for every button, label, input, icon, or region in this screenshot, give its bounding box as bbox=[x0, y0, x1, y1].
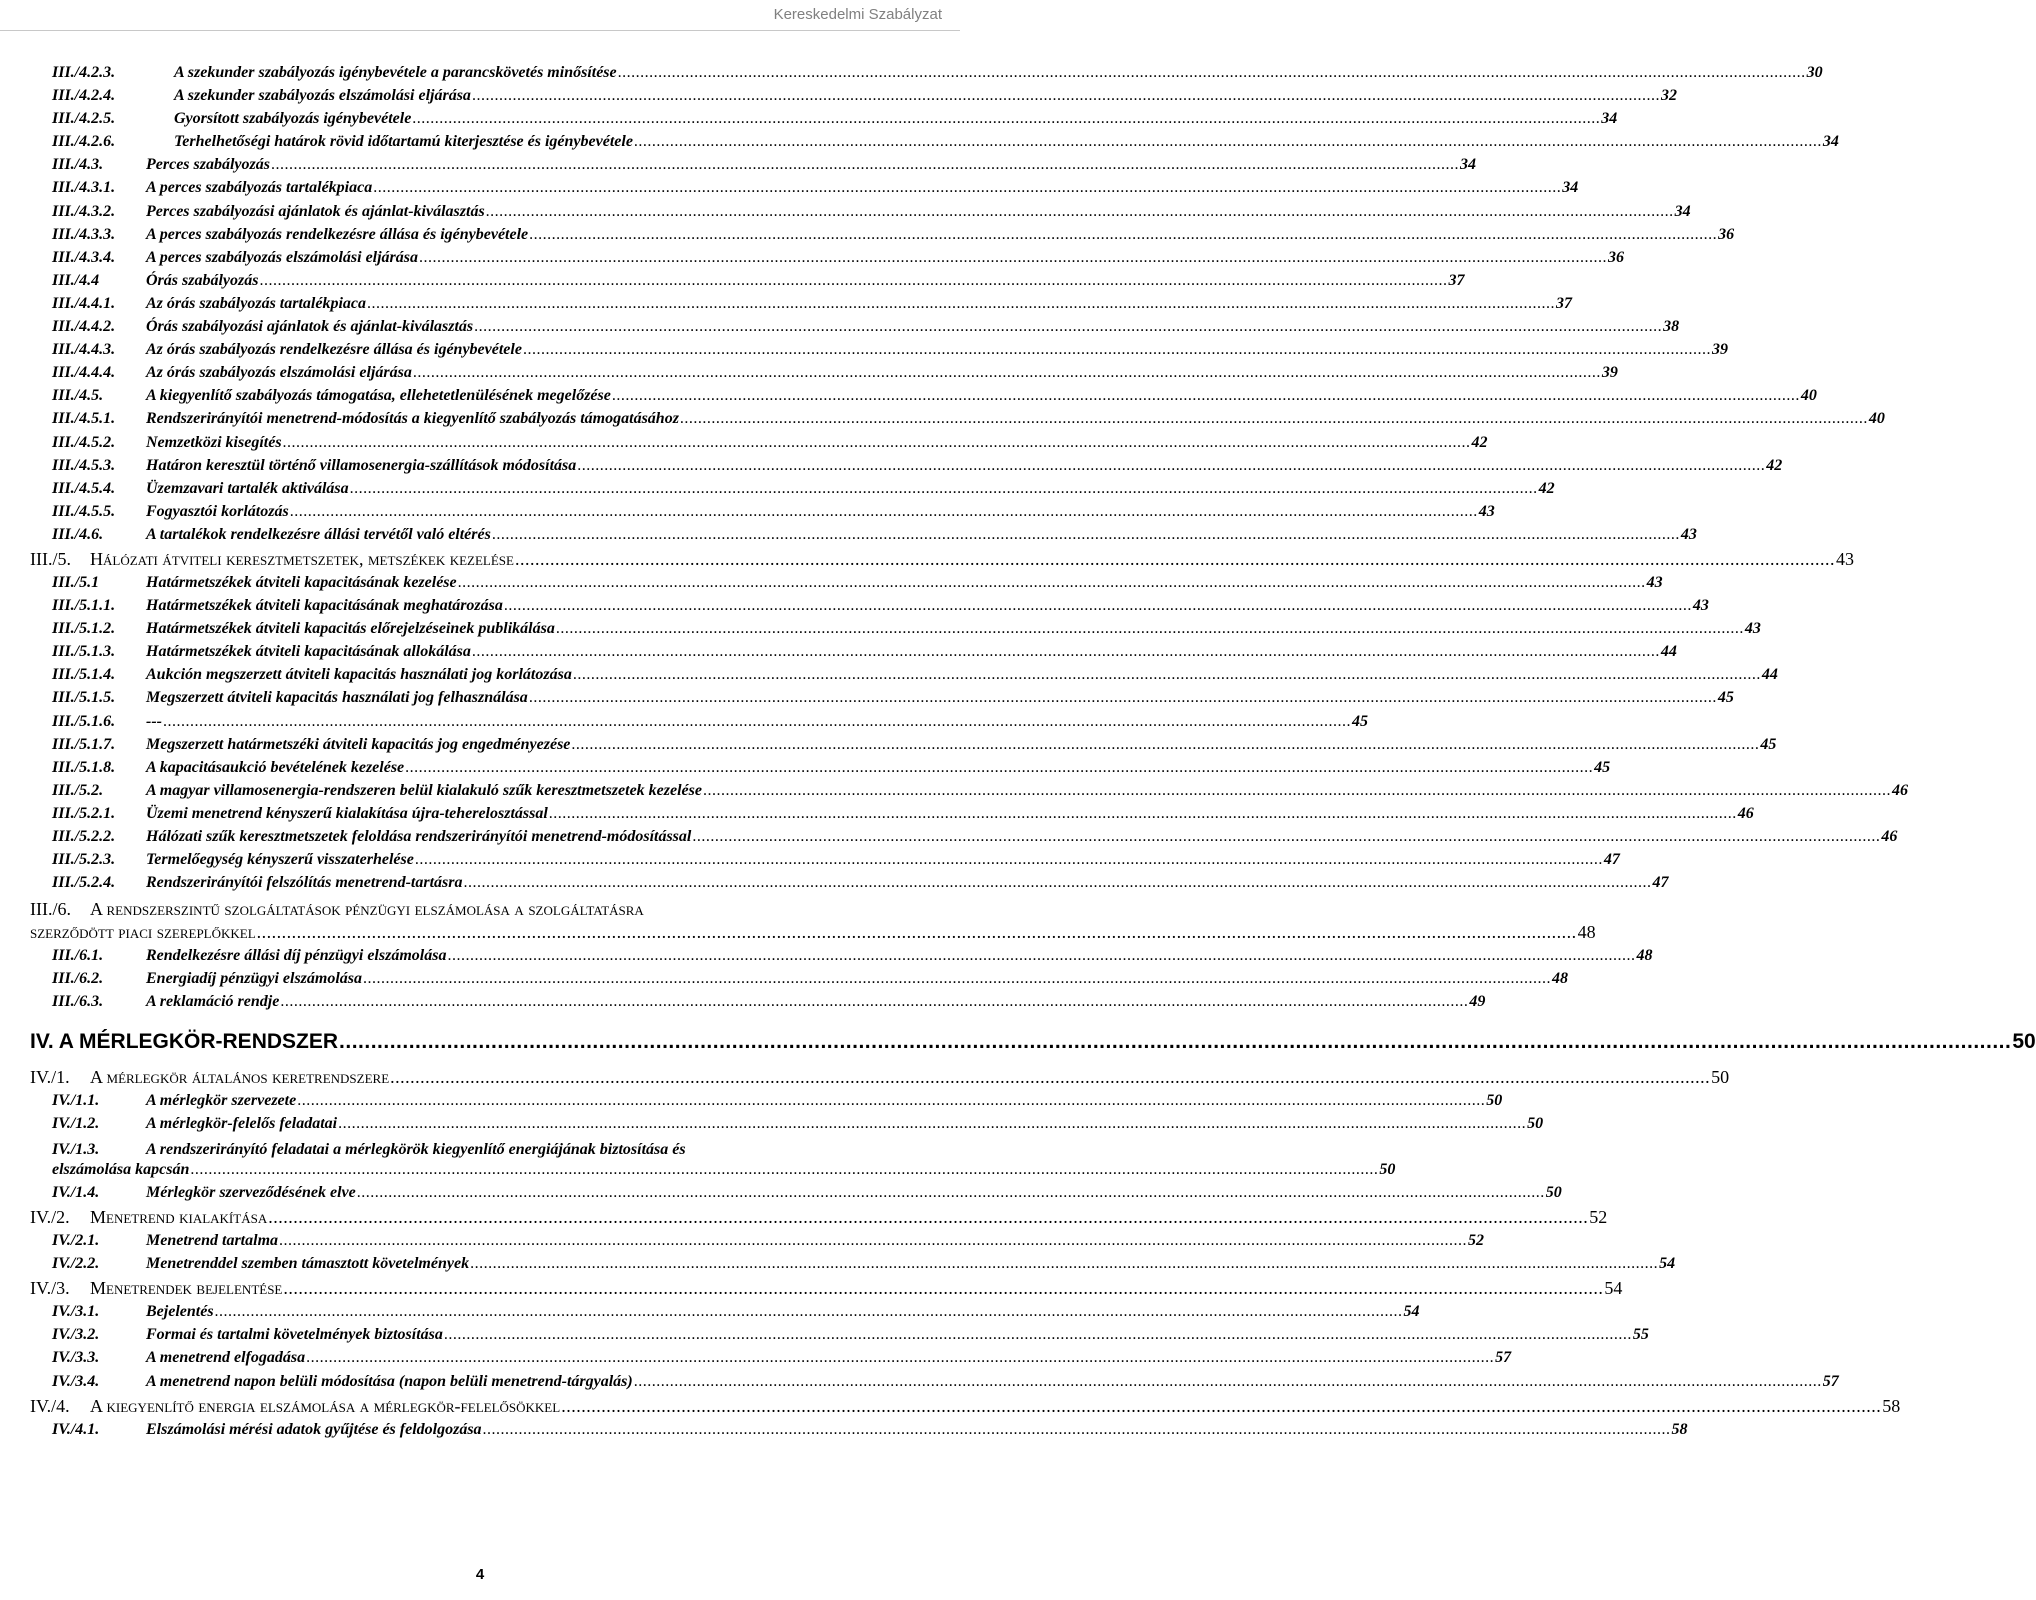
toc-subsection-entry[interactable] bbox=[52, 947, 1653, 970]
dot-leader bbox=[297, 1092, 1485, 1110]
dot-leader bbox=[290, 503, 1478, 521]
toc-subsection-entry[interactable] bbox=[52, 271, 1465, 295]
dot-leader bbox=[271, 156, 1459, 174]
dot-leader bbox=[268, 1207, 1588, 1228]
toc-entry-number: III./4.4.4. bbox=[52, 364, 116, 382]
toc-subsection-entry[interactable] bbox=[52, 433, 1488, 457]
toc-entry-page: 50 bbox=[1486, 1091, 1503, 1109]
dot-leader bbox=[463, 874, 1651, 892]
toc-entry-title: Gyorsított szabályozás igénybevétele bbox=[174, 110, 412, 128]
toc-entry-page: 52 bbox=[1589, 1207, 1608, 1228]
toc-entry-page: 58 bbox=[1671, 1420, 1688, 1438]
toc-entry-title: A reklamáció rendje bbox=[146, 993, 280, 1011]
toc-entry-number: IV./3.3. bbox=[52, 1349, 100, 1367]
toc-subsection-entry[interactable] bbox=[52, 525, 1697, 549]
dot-leader bbox=[415, 851, 1603, 869]
dot-leader bbox=[283, 1278, 1603, 1299]
toc-subsection-entry[interactable] bbox=[52, 202, 1691, 226]
toc-entry-title-continued: elszámolása kapcsán bbox=[52, 1160, 190, 1178]
toc-entry-title: Perces szabályozási ajánlatok és ajánlat-kiválasztás bbox=[146, 202, 485, 220]
dot-leader bbox=[280, 993, 1468, 1011]
toc-entry-number: IV./1. bbox=[30, 1066, 70, 1087]
dot-leader bbox=[163, 713, 1351, 731]
toc-chapter-entry[interactable] bbox=[30, 1023, 2036, 1061]
toc-entry-number: IV./1.2. bbox=[52, 1114, 100, 1132]
toc-subsection-entry[interactable] bbox=[52, 479, 1555, 503]
dot-leader bbox=[472, 643, 1660, 661]
toc-subsection-entry[interactable] bbox=[52, 133, 1839, 156]
dot-leader bbox=[419, 249, 1607, 267]
toc-subsection-entry[interactable] bbox=[52, 620, 1761, 643]
toc-entry-number: III./4.2.3. bbox=[52, 64, 116, 81]
toc-entry-page: 42 bbox=[1766, 456, 1783, 474]
toc-entry-page: 39 bbox=[1601, 364, 1618, 382]
toc-entry-title: Rendelkezésre állási díj pénzügyi elszámolása bbox=[146, 947, 447, 965]
toc-section-entry[interactable] bbox=[30, 1066, 1730, 1092]
dot-leader bbox=[190, 1161, 1378, 1179]
toc-subsection-entry[interactable] bbox=[52, 179, 1579, 202]
toc-entry-number: III./5.2.2. bbox=[52, 828, 116, 845]
toc-entry-number: III./5.1.4. bbox=[52, 666, 116, 684]
page-header bbox=[0, 0, 960, 31]
toc-subsection-entry[interactable] bbox=[52, 87, 1677, 110]
toc-subsection-entry[interactable] bbox=[52, 1303, 1420, 1326]
toc-entry-number: III./5.1.1. bbox=[52, 597, 116, 615]
dot-leader bbox=[577, 457, 1765, 475]
toc-entry-page: 43 bbox=[1646, 573, 1663, 591]
toc-subsection-entry[interactable] bbox=[52, 64, 1823, 87]
toc-entry-title: A magyar villamosenergia-rendszeren belül kialakuló szűk keresztmetszetek kezelése bbox=[146, 781, 702, 799]
toc-entry-title: IV. A MÉRLEGKÖR-RENDSZER bbox=[30, 1029, 339, 1053]
dot-leader bbox=[680, 410, 1868, 428]
toc-entry-title: Az órás szabályozás rendelkezésre állása és igénybevétele bbox=[146, 341, 522, 359]
toc-entry-title-continued: szerződött piaci szereplőkkel bbox=[30, 922, 256, 943]
toc-entry-page: 49 bbox=[1469, 993, 1486, 1011]
toc-entry-number: III./4.6. bbox=[52, 525, 104, 543]
page-number-text: 4 bbox=[475, 1566, 485, 1583]
toc-subsection-entry[interactable] bbox=[52, 1183, 1562, 1207]
dot-leader bbox=[338, 1115, 1526, 1133]
toc-entry-title: Határmetszékek átviteli kapacitásának kezelése bbox=[146, 573, 457, 591]
toc-subsection-entry[interactable] bbox=[52, 666, 1778, 689]
toc-entry-line[interactable] bbox=[30, 897, 938, 922]
toc-entry-title: Menetrend tartalma bbox=[146, 1232, 279, 1250]
toc-entry-page: 47 bbox=[1603, 851, 1620, 869]
toc-subsection-entry[interactable] bbox=[52, 456, 1783, 480]
toc-entry-page: 43 bbox=[1478, 502, 1495, 520]
toc-entry-title: Üzemi menetrend kényszerű kialakítása újra-teherelosztással bbox=[146, 804, 548, 822]
toc-entry-title: Órás szabályozás bbox=[146, 271, 259, 289]
dot-leader bbox=[504, 597, 1692, 615]
toc-entry-page: 34 bbox=[1601, 110, 1618, 128]
toc-entry-title: Az órás szabályozás elszámolási eljárása bbox=[146, 364, 412, 382]
toc-entry-page: 38 bbox=[1663, 318, 1680, 336]
dot-leader bbox=[279, 1232, 1467, 1250]
dot-leader bbox=[571, 736, 1759, 754]
toc-entry-page: 36 bbox=[1608, 248, 1625, 266]
toc-entry-page: 46 bbox=[1891, 781, 1908, 799]
toc-subsection-entry[interactable] bbox=[52, 712, 1368, 736]
toc-subsection-entry[interactable] bbox=[52, 410, 1885, 433]
toc-entry-number: IV./3.1. bbox=[52, 1303, 100, 1321]
toc-entry-page: 50 bbox=[1527, 1114, 1544, 1132]
toc-entry-title: A perces szabályozás elszámolási eljárása bbox=[146, 248, 419, 266]
toc-entry-number: IV./3.2. bbox=[52, 1326, 100, 1344]
toc-entry-page: 34 bbox=[1459, 156, 1476, 174]
toc-entry-page: 42 bbox=[1538, 479, 1555, 497]
toc-entry-page: 34 bbox=[1674, 202, 1691, 220]
toc-section-entry[interactable] bbox=[30, 548, 1854, 574]
toc-subsection-entry[interactable] bbox=[52, 874, 1669, 897]
toc-entry-title: Hálózati szűk keresztmetszetek feloldása rendszerirányítói menetrend-módosítással bbox=[146, 828, 692, 845]
dot-leader bbox=[483, 1421, 1671, 1439]
toc-entry-number: IV./2.1. bbox=[52, 1232, 100, 1250]
toc-subsection-entry[interactable] bbox=[52, 758, 1611, 782]
toc-entry-number: IV./1.4. bbox=[52, 1183, 100, 1201]
dot-leader bbox=[259, 272, 1447, 290]
toc-entry-title: Energiadíj pénzügyi elszámolása bbox=[146, 970, 363, 988]
toc-entry-page: 47 bbox=[1652, 874, 1669, 892]
dot-leader bbox=[444, 1326, 1632, 1344]
toc-subsection-entry[interactable] bbox=[52, 735, 1777, 759]
dot-leader bbox=[561, 1396, 1881, 1417]
toc-entry-page: 54 bbox=[1403, 1303, 1420, 1321]
toc-entry-title: Megszerzett átviteli kapacitás használati jog felhasználása bbox=[146, 689, 528, 707]
toc-entry-number: IV./4.1. bbox=[52, 1420, 100, 1438]
toc-entry-number: III./6.3. bbox=[52, 993, 104, 1011]
dot-leader bbox=[357, 1184, 1545, 1202]
toc-entry-page: 44 bbox=[1761, 666, 1778, 684]
toc-subsection-entry[interactable] bbox=[52, 781, 1908, 805]
toc-entry-title: A menetrend elfogadása bbox=[146, 1349, 306, 1367]
toc-subsection-entry[interactable] bbox=[52, 364, 1618, 387]
toc-entry-page: 50 bbox=[1545, 1183, 1562, 1201]
toc-entry-number: III./4.5. bbox=[52, 387, 104, 405]
dot-leader bbox=[470, 1255, 1658, 1273]
toc-subsection-entry[interactable] bbox=[52, 1326, 1649, 1349]
toc-entry-title: A rendszerszintű szolgáltatások pénzügyi elszámolása a szolgáltatásra bbox=[90, 899, 644, 920]
toc-entry-page: 46 bbox=[1737, 804, 1754, 822]
toc-entry-number: III./4.5.4. bbox=[52, 479, 116, 497]
toc-entry-number: III./4.5.2. bbox=[52, 433, 116, 451]
toc-subsection-entry[interactable] bbox=[52, 1372, 1839, 1396]
dot-leader bbox=[257, 922, 1577, 943]
toc-subsection-entry[interactable] bbox=[52, 1349, 1512, 1372]
toc-entry-page: 55 bbox=[1632, 1326, 1649, 1344]
toc-entry-title: A kiegyenlítő szabályozás támogatása, ellehetetlenülésének megelőzése bbox=[146, 387, 611, 405]
toc-subsection-entry[interactable] bbox=[52, 643, 1677, 666]
dot-leader bbox=[634, 133, 1822, 151]
toc-entry-number: III./4.4 bbox=[52, 271, 100, 289]
dot-leader bbox=[412, 110, 1600, 128]
toc-entry-number: III./4.3. bbox=[52, 156, 104, 174]
toc-entry-title: A menetrend napon belüli módosítása (napon belüli menetrend-tárgyalás) bbox=[146, 1372, 633, 1390]
toc-subsection-entry[interactable] bbox=[52, 689, 1734, 712]
toc-entry-title: Menetrenddel szemben támasztott követelmények bbox=[146, 1255, 470, 1273]
table-of-contents bbox=[0, 64, 2036, 1444]
toc-entry-title: Terhelhetőségi határok rövid időtartamú kiterjesztése és igénybevétele bbox=[174, 133, 633, 151]
toc-entry-title: A szekunder szabályozás elszámolási eljárása bbox=[174, 87, 471, 105]
toc-subsection-entry[interactable] bbox=[52, 970, 1569, 993]
toc-entry-number: IV./1.3. bbox=[52, 1140, 100, 1158]
toc-entry-title: Hálózati átviteli keresztmetszetek, metszékek kezelése bbox=[90, 548, 514, 569]
dot-leader bbox=[458, 574, 1646, 592]
toc-section-entry[interactable] bbox=[30, 1207, 1608, 1232]
toc-entry-page: 36 bbox=[1718, 225, 1735, 243]
toc-entry-title: Rendszerirányítói menetrend-módosítás a kiegyenlítő szabályozás támogatásához bbox=[146, 410, 679, 428]
toc-entry-number: III./4.4.3. bbox=[52, 341, 116, 359]
toc-entry-number: III./4.4.1. bbox=[52, 294, 116, 312]
toc-entry-page: 50 bbox=[1711, 1066, 1730, 1087]
toc-entry-page: 50 bbox=[1379, 1160, 1396, 1178]
toc-entry-page: 57 bbox=[1822, 1372, 1839, 1390]
toc-entry-title: Aukción megszerzett átviteli kapacitás használati jog korlátozása bbox=[146, 666, 572, 684]
toc-entry-page: 46 bbox=[1881, 828, 1898, 845]
toc-subsection-entry[interactable] bbox=[52, 851, 1620, 874]
toc-entry-title: Az órás szabályozás tartalékpiaca bbox=[146, 294, 367, 312]
toc-entry-title: Formai és tartalmi követelmények biztosítása bbox=[146, 1326, 443, 1344]
toc-entry-page: 34 bbox=[1822, 133, 1839, 151]
toc-entry-number: III./5.1.7. bbox=[52, 735, 116, 753]
toc-entry-title: A rendszerirányító feladatai a mérlegkörök kiegyenlítő energiájának biztosítása és bbox=[146, 1140, 686, 1158]
toc-entry-number: III./5.1 bbox=[52, 573, 100, 591]
toc-entry-number: III./5. bbox=[30, 548, 71, 569]
dot-leader bbox=[405, 759, 1593, 777]
toc-entry-page: 45 bbox=[1760, 735, 1777, 753]
toc-entry-number: IV./2.2. bbox=[52, 1255, 100, 1273]
toc-entry-page: 30 bbox=[1806, 64, 1823, 81]
toc-entry-title: Határmetszékek átviteli kapacitás előrejelzéseinek publikálása bbox=[146, 620, 555, 638]
toc-section-entry[interactable] bbox=[30, 1278, 1623, 1303]
toc-subsection-entry[interactable] bbox=[52, 993, 1486, 1016]
toc-entry-title: A kiegyenlítő energia elszámolása a mérlegkör-felelősökkel bbox=[90, 1395, 561, 1416]
toc-entry-number: III./5.2.4. bbox=[52, 874, 116, 892]
toc-subsection-entry[interactable] bbox=[52, 1420, 1688, 1444]
dot-leader bbox=[486, 203, 1674, 221]
dot-leader bbox=[447, 947, 1635, 965]
toc-entry-title: Menetrend kialakítása bbox=[90, 1207, 268, 1228]
toc-entry-page: 58 bbox=[1882, 1395, 1901, 1416]
toc-entry-title: Bejelentés bbox=[146, 1303, 214, 1321]
toc-entry-title: Órás szabályozási ajánlatok és ajánlat-kiválasztás bbox=[146, 318, 474, 336]
toc-entry-page: 50 bbox=[2012, 1029, 2036, 1053]
toc-entry-title: Határon keresztül történő villamosenergia-szállítások módosítása bbox=[146, 456, 577, 474]
toc-entry-number: III./4.2.6. bbox=[52, 133, 116, 151]
document-title: Kereskedelmi Szabályzat bbox=[773, 6, 942, 23]
toc-entry-number: III./4.3.4. bbox=[52, 248, 116, 266]
toc-subsection-entry[interactable] bbox=[52, 225, 1735, 249]
dot-leader bbox=[556, 620, 1744, 638]
dot-leader bbox=[573, 666, 1761, 684]
toc-entry-page: 43 bbox=[1744, 620, 1761, 638]
toc-entry-title: Határmetszékek átviteli kapacitásának meghatározása bbox=[146, 597, 503, 615]
toc-entry-title: A perces szabályozás rendelkezésre állása és igénybevétele bbox=[146, 225, 529, 243]
toc-entry-title: Nemzetközi kisegítés bbox=[146, 433, 282, 451]
toc-entry-title: Perces szabályozás bbox=[146, 156, 270, 174]
toc-entry-number: III./5.1.3. bbox=[52, 643, 116, 661]
toc-subsection-entry[interactable] bbox=[52, 1232, 1485, 1255]
toc-entry-page: 57 bbox=[1495, 1349, 1512, 1367]
toc-entry-page: 43 bbox=[1835, 548, 1854, 569]
toc-entry-page: 42 bbox=[1471, 433, 1488, 451]
dot-leader bbox=[634, 1373, 1822, 1391]
toc-entry-continuation[interactable] bbox=[52, 1160, 1396, 1184]
dot-leader bbox=[306, 1349, 1494, 1367]
toc-subsection-entry[interactable] bbox=[52, 294, 1573, 318]
toc-entry-title: Üzemzavari tartalék aktiválása bbox=[146, 479, 349, 497]
toc-subsection-entry[interactable] bbox=[52, 1091, 1503, 1115]
toc-subsection-entry[interactable] bbox=[52, 1114, 1544, 1138]
dot-leader bbox=[283, 434, 1471, 452]
toc-entry-number: III./6.1. bbox=[52, 947, 104, 965]
toc-entry-page: 34 bbox=[1562, 179, 1579, 197]
toc-entry-page: 45 bbox=[1351, 712, 1368, 730]
toc-entry-number: III./5.2.1. bbox=[52, 804, 116, 822]
toc-entry-number: III./4.4.2. bbox=[52, 318, 116, 336]
toc-subsection-entry[interactable] bbox=[52, 156, 1476, 179]
dot-leader bbox=[523, 341, 1711, 359]
toc-entry-number: III./5.1.6. bbox=[52, 712, 116, 730]
toc-subsection-entry[interactable] bbox=[52, 804, 1754, 828]
toc-entry-number: III./4.2.4. bbox=[52, 87, 116, 105]
toc-subsection-entry[interactable] bbox=[52, 828, 1898, 851]
toc-section-entry[interactable] bbox=[30, 1395, 1901, 1421]
toc-entry-title: A mérlegkör általános keretrendszere bbox=[90, 1066, 390, 1087]
toc-entry-number: III./4.5.5. bbox=[52, 502, 116, 520]
toc-entry-page: 43 bbox=[1692, 597, 1709, 615]
toc-entry-title: Fogyasztói korlátozás bbox=[146, 502, 289, 520]
toc-entry-title: Elszámolási mérési adatok gyűjtése és feldolgozása bbox=[146, 1420, 482, 1438]
dot-leader bbox=[339, 1030, 2011, 1054]
toc-entry-number: III./5.1.8. bbox=[52, 758, 116, 776]
toc-entry-continuation[interactable] bbox=[30, 922, 1596, 947]
toc-entry-page: 37 bbox=[1448, 271, 1465, 289]
toc-entry-title: Mérlegkör szerveződésének elve bbox=[146, 1183, 356, 1201]
toc-entry-page: 45 bbox=[1594, 758, 1611, 776]
toc-entry-number: IV./3.4. bbox=[52, 1372, 100, 1390]
toc-entry-number: III./4.2.5. bbox=[52, 110, 116, 128]
dot-leader bbox=[350, 480, 1538, 498]
toc-entry-page: 54 bbox=[1604, 1278, 1623, 1299]
dot-leader bbox=[367, 295, 1555, 313]
toc-entry-page: 37 bbox=[1556, 294, 1573, 312]
toc-subsection-entry[interactable] bbox=[52, 248, 1625, 272]
toc-subsection-entry[interactable] bbox=[52, 1255, 1676, 1278]
dot-leader bbox=[492, 526, 1680, 544]
toc-entry-number: III./4.5.3. bbox=[52, 456, 116, 474]
toc-entry-number: III./5.1.2. bbox=[52, 620, 116, 638]
toc-entry-title: A szekunder szabályozás igénybevétele a parancskövetés minősítése bbox=[174, 64, 617, 81]
dot-leader bbox=[529, 226, 1717, 244]
toc-subsection-entry[interactable] bbox=[52, 573, 1663, 597]
toc-entry-page: 52 bbox=[1468, 1232, 1485, 1250]
toc-entry-title: A mérlegkör szervezete bbox=[146, 1091, 297, 1109]
toc-entry-page: 43 bbox=[1680, 525, 1697, 543]
toc-entry-title: --- bbox=[146, 712, 162, 730]
toc-entry-number: IV./1.1. bbox=[52, 1091, 100, 1109]
dot-leader bbox=[472, 87, 1660, 105]
toc-entry-title: A kapacitásaukció bevételének kezelése bbox=[146, 758, 405, 776]
toc-entry-line[interactable] bbox=[52, 1138, 938, 1161]
toc-entry-title: Határmetszékek átviteli kapacitásának allokálása bbox=[146, 643, 471, 661]
toc-entry-title: A perces szabályozás tartalékpiaca bbox=[146, 179, 373, 197]
dot-leader bbox=[703, 782, 1891, 800]
toc-entry-number: IV./2. bbox=[30, 1207, 70, 1228]
dot-leader bbox=[390, 1067, 1710, 1088]
toc-entry-title: Termelőegység kényszerű visszaterhelése bbox=[146, 851, 414, 869]
dot-leader bbox=[215, 1303, 1403, 1321]
toc-entry-page: 45 bbox=[1717, 689, 1734, 707]
toc-entry-number: III./6.2. bbox=[52, 970, 104, 988]
toc-subsection-entry[interactable] bbox=[52, 597, 1709, 620]
toc-subsection-entry[interactable] bbox=[52, 110, 1618, 133]
toc-entry-title: Rendszerirányítói felszólítás menetrend-tartásra bbox=[146, 874, 463, 892]
toc-entry-page: 44 bbox=[1660, 643, 1677, 661]
toc-entry-number: III./4.5.1. bbox=[52, 410, 116, 428]
dot-leader bbox=[692, 828, 1880, 846]
toc-entry-number: III./5.1.5. bbox=[52, 689, 116, 707]
toc-entry-title: Menetrendek bejelentése bbox=[90, 1278, 283, 1299]
dot-leader bbox=[373, 179, 1561, 197]
toc-entry-number: III./5.2.3. bbox=[52, 851, 116, 869]
toc-entry-number: III./4.3.1. bbox=[52, 179, 116, 197]
toc-entry-title: A mérlegkör-felelős feladatai bbox=[146, 1114, 338, 1132]
toc-entry-title: Megszerzett határmetszéki átviteli kapacitás jog engedményezése bbox=[146, 735, 571, 753]
toc-entry-title: A tartalékok rendelkezésre állási tervétől való eltérés bbox=[146, 525, 491, 543]
toc-entry-number: IV./3. bbox=[30, 1278, 70, 1299]
toc-entry-page: 32 bbox=[1660, 87, 1677, 105]
toc-entry-number: III./5.2. bbox=[52, 781, 104, 799]
toc-entry-page: 39 bbox=[1711, 341, 1728, 359]
toc-entry-number: III./4.3.2. bbox=[52, 202, 116, 220]
toc-subsection-entry[interactable] bbox=[52, 502, 1495, 526]
toc-subsection-entry[interactable] bbox=[52, 318, 1680, 341]
dot-leader bbox=[618, 64, 1806, 82]
dot-leader bbox=[363, 970, 1551, 988]
dot-leader bbox=[612, 387, 1800, 405]
dot-leader bbox=[515, 549, 1835, 570]
dot-leader bbox=[549, 805, 1737, 823]
toc-entry-page: 40 bbox=[1868, 410, 1885, 428]
toc-entry-page: 54 bbox=[1659, 1255, 1676, 1273]
dot-leader bbox=[413, 364, 1601, 382]
toc-entry-number: IV./4. bbox=[30, 1395, 70, 1416]
toc-entry-page: 40 bbox=[1800, 387, 1817, 405]
toc-subsection-entry[interactable] bbox=[52, 341, 1728, 364]
toc-entry-page: 48 bbox=[1636, 947, 1653, 965]
toc-entry-number: III./4.3.3. bbox=[52, 225, 116, 243]
page-number bbox=[0, 1566, 960, 1583]
toc-entry-page: 48 bbox=[1577, 922, 1596, 943]
dot-leader bbox=[529, 689, 1717, 707]
dot-leader bbox=[474, 318, 1662, 336]
toc-entry-number: III./6. bbox=[30, 899, 71, 920]
toc-subsection-entry[interactable] bbox=[52, 387, 1817, 410]
toc-entry-page: 48 bbox=[1552, 970, 1569, 988]
